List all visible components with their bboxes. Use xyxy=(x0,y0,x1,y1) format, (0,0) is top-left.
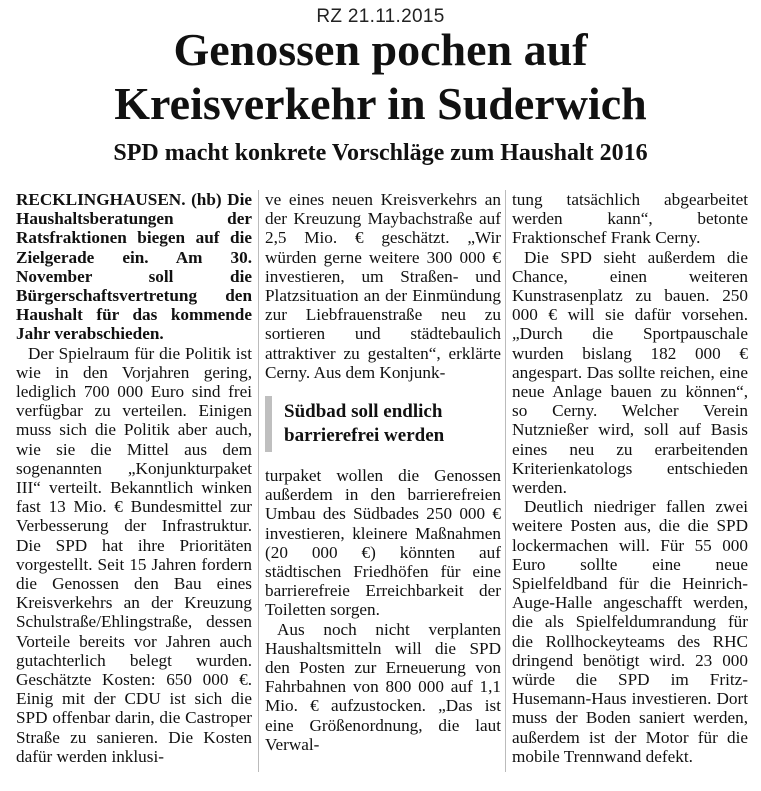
body-paragraph: Die SPD sieht außerdem die Chance, einen weiteren Kunstrasenplatz zu bauen. 250 000 € will sie dafür vorsehen. „Durch die Sportpauschale wurden bislang 182 000 € angespart. Das sollte reichen, eine neue Anlage bauen zu können“, so Cerny. Welcher Verein Nutznießer wird, soll auf Basis eines neu zu erarbeitenden Kriterienkatologs entschieden werden. xyxy=(512,247,748,498)
body-paragraph: turpaket wollen die Genossen außerdem in den barrierefreien Umbau des Südbades 250 000 € investieren, kleinere Maßnahmen (20 000 €) könnten auf städtischen Friedhöfen für eine barrierefreie Erreichbarkeit der Toiletten sorgen. xyxy=(265,466,501,620)
body-paragraph: ve eines neuen Kreisverkehrs an der Kreuzung Maybachstraße auf 2,5 Mio. € geschätzt. „Wir würden gerne weitere 300 000 € investieren, um Straßen- und Platzsituation an der Einmündung zur Liebfrauenstraße neu zu sortieren und städtebaulich attraktiver zu gestalten“, erklärte Cerny. Aus dem Konjunk- xyxy=(265,190,501,382)
source-date-label: RZ 21.11.2015 xyxy=(316,6,445,27)
column-divider xyxy=(258,190,259,772)
column-divider xyxy=(505,190,506,772)
subheading: Südbad soll endlich barrierefrei werden xyxy=(265,396,501,452)
subheadline: SPD macht konkrete Vorschläge zum Haushalt 2016 xyxy=(113,140,648,166)
body-paragraph: tung tatsächlich abgearbeitet werden kann“, betonte Fraktionschef Frank Cerny. xyxy=(512,190,748,248)
body-paragraph: Deutlich niedriger fallen zwei weitere Posten aus, die die SPD lockermachen will. Für 55 000 Euro sollte eine neue Spielfeldband für die Heinrich-Auge-Halle angeschafft werden, die als Spielfeldumrandung für die Rollhockeyteams des RHC dringend benötigt wird. 23 000 würde die SPD im Fritz-Husemann-Haus investieren. Dort muss der Boden saniert werden, außerdem ist der Motor für die mobile Trennwand defekt. xyxy=(512,497,748,766)
body-paragraph: Der Spielraum für die Politik ist wie in den Vorjahren gering, lediglich 700 000 Euro sind frei verfügbar zu verteilen. Einigen muss sich die Politik aber auch, wie sie die Mittel aus dem sogenannten „Konjunkturpaket III“ verteilt. Bekanntlich winken fast 13 Mio. € Bundesmittel zur Verbesserung der Infrastruktur. Die SPD hat ihre Prioritäten vorgestellt. Seit 15 Jahren fordern die Genossen den Bau eines Kreisverkehrs an der Kreuzung Schulstraße/Ehlingstraße, dessen Vorteile bereits vor Jahren auch gutachterlich belegt wurden. Geschätzte Kosten: 650 000 €. Einig mit der CDU ist sich die SPD offenbar darin, die Castroper Straße zu sanieren. Die Kosten dafür werden inklusi- xyxy=(16,343,252,766)
article-column-1 xyxy=(16,190,252,766)
body-paragraph: Aus noch nicht verplanten Haushaltsmitteln will die SPD den Posten zur Erneuerung von Fahrbahnen von 800 000 auf 1,1 Mio. € aufzustocken. „Das ist eine Größenordnung, die laut Verwal- xyxy=(265,619,501,754)
article-column-2 xyxy=(265,190,501,754)
headline-line-1: Genossen pochen auf xyxy=(173,24,588,75)
article-column-3 xyxy=(512,190,748,766)
lead-paragraph: RECKLINGHAUSEN. (hb) Die Haushaltsberatungen der Ratsfraktionen biegen auf die Zielgerade ein. Am 30. November soll die Bürgerschaftsvertretung den Haushalt für das kommende Jahr verabschieden. xyxy=(16,190,252,344)
headline-line-2: Kreisverkehr in Suderwich xyxy=(114,78,647,129)
